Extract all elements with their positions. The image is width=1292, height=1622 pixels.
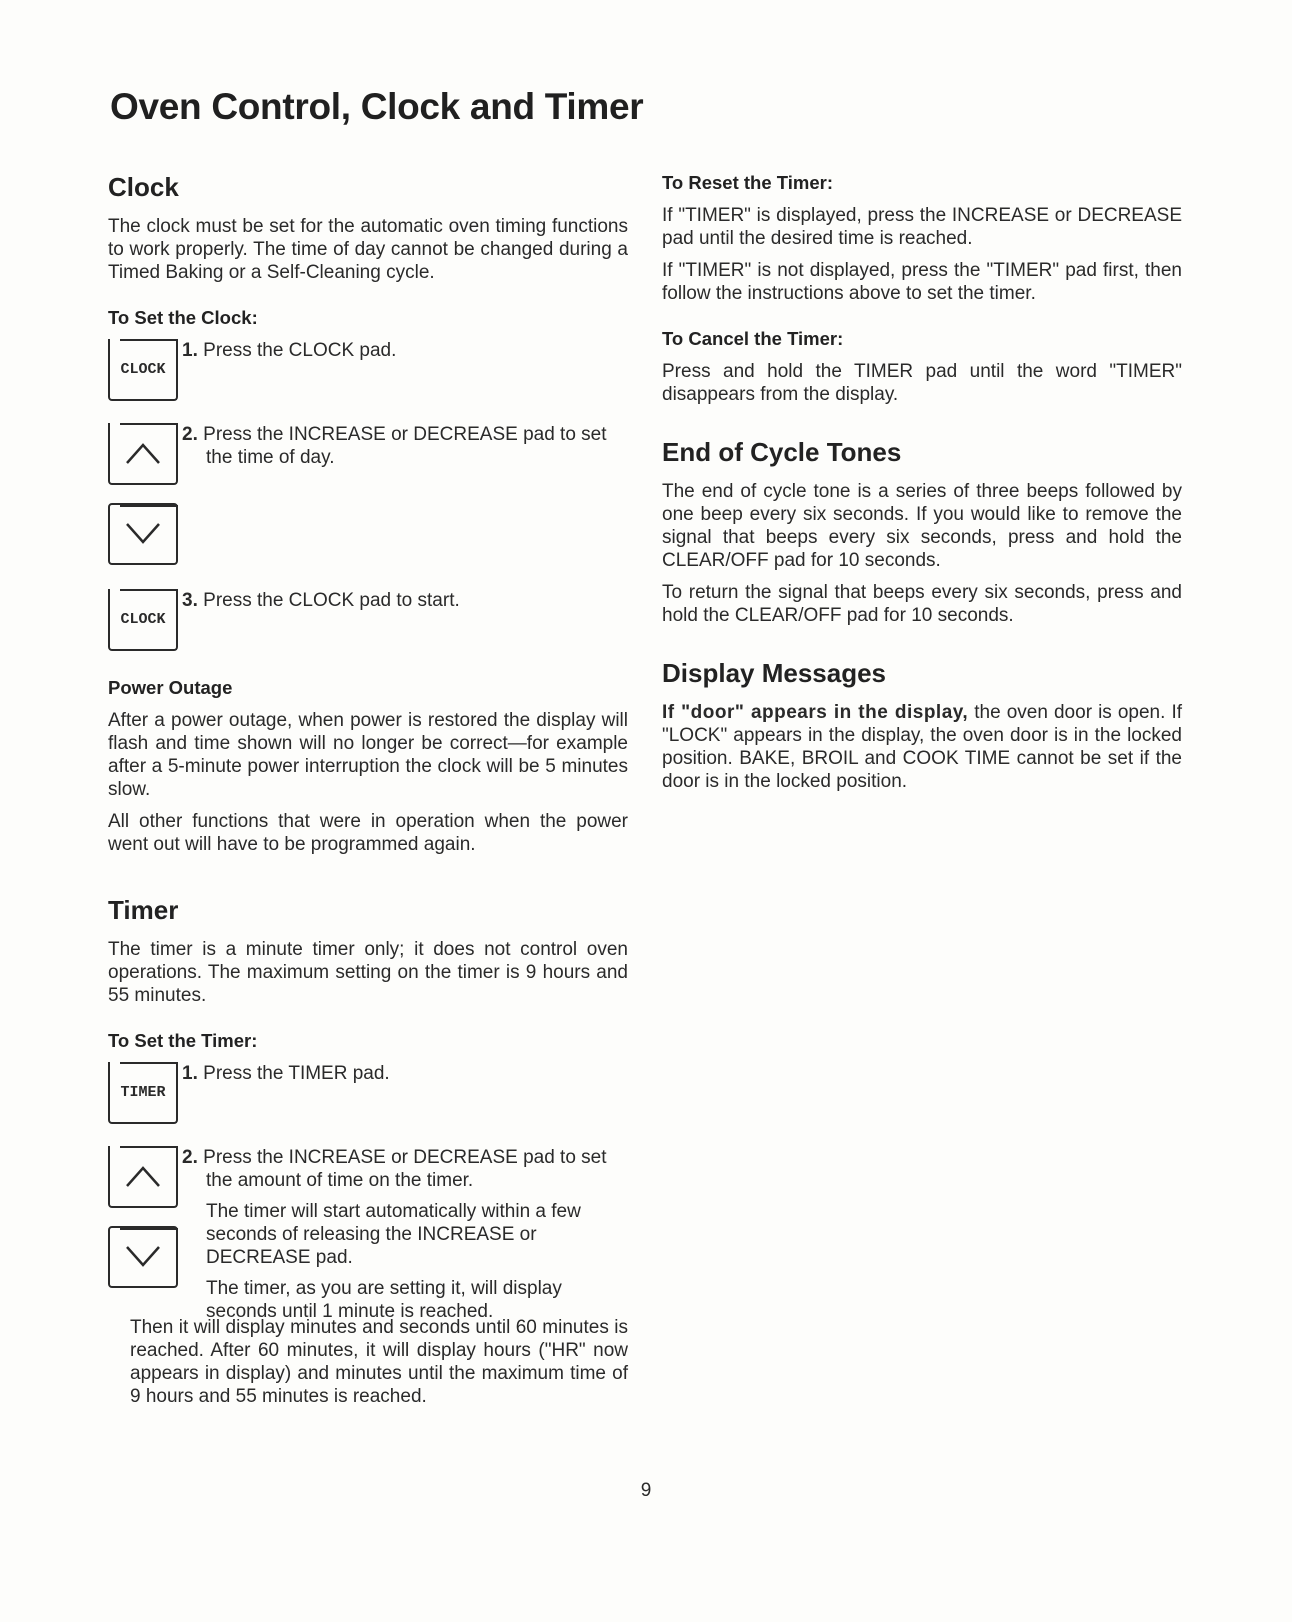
step-number: 1. <box>182 1063 198 1084</box>
clock-step-1-text: Press the CLOCK pad. <box>203 340 397 361</box>
timer-step-2-note-1: The timer will start automatically within a few seconds of releasing the INCREASE or DECREASE pad. <box>206 1201 581 1268</box>
timer-step-2-text: Press the INCREASE or DECREASE pad to set the amount of time on the timer. <box>203 1147 607 1191</box>
display-messages-lead: If "door" appears in the display, <box>662 702 969 723</box>
timer-closing: Then it will display minutes and seconds until 60 minutes is reached. After 60 minutes, it will display hours ("HR" now appears in display) and minutes until the maximum time of 9 hours and 55 minutes is reached. <box>130 1317 628 1407</box>
timer-pad-label: TIMER <box>120 1083 166 1101</box>
clock-heading: Clock <box>108 172 179 202</box>
page-title: Oven Control, Clock and Timer <box>110 86 644 127</box>
page-number: 9 <box>640 1480 652 1501</box>
reset-timer-heading: To Reset the Timer: <box>662 172 833 193</box>
timer-pad-icon <box>108 1062 178 1124</box>
display-messages-body: the oven door is open. If "LOCK" appears in the display, the oven door is in the locked position. BAKE, BROIL and COOK TIME cannot be set if the door is in the locked position. <box>662 702 1183 792</box>
reset-timer-p1: If "TIMER" is displayed, press the INCREASE or DECREASE pad until the desired time is reached. <box>662 205 1182 249</box>
display-messages-heading: Display Messages <box>662 658 887 688</box>
end-of-cycle-p2: To return the signal that beeps every six seconds, press and hold the CLEAR/OFF pad for 10 seconds. <box>662 582 1182 626</box>
step-number: 1. <box>182 340 198 361</box>
right-column <box>662 172 1182 802</box>
reset-timer-p2: If "TIMER" is not displayed, press the "TIMER" pad first, then follow the instructions above to set the timer. <box>662 260 1182 304</box>
clock-step-2-text: Press the INCREASE or DECREASE pad to set the time of day. <box>203 424 607 468</box>
increase-pad-icon <box>108 1146 178 1208</box>
clock-pad-icon <box>108 589 178 651</box>
timer-step-1 <box>108 1062 628 1136</box>
set-clock-heading: To Set the Clock: <box>108 307 258 328</box>
timer-intro: The timer is a minute timer only; it does not control oven operations. The maximum setting on the timer is 9 hours and 55 minutes. <box>108 939 628 1006</box>
power-outage-heading: Power Outage <box>108 677 233 698</box>
decrease-pad-icon <box>108 1226 178 1288</box>
clock-step-3 <box>108 589 628 663</box>
end-of-cycle-p1: The end of cycle tone is a series of three beeps followed by one beep every six seconds. If you would like to remove the signal that beeps every six seconds, press and hold the CLEAR/OFF pad for 10 seconds. <box>662 481 1182 571</box>
power-outage-p2: All other functions that were in operation when the power went out will have to be programmed again. <box>108 811 628 855</box>
clock-pad-label: CLOCK <box>120 360 166 378</box>
cancel-timer-heading: To Cancel the Timer: <box>662 328 844 349</box>
decrease-pad-icon <box>108 503 178 565</box>
clock-step-1 <box>108 339 628 413</box>
step-number: 2. <box>182 424 198 445</box>
end-of-cycle-heading: End of Cycle Tones <box>662 437 902 467</box>
power-outage-p1: After a power outage, when power is restored the display will flash and time shown will no longer be correct—for example after a 5-minute power interruption the clock will be 5 minutes slow. <box>108 710 628 800</box>
set-timer-heading: To Set the Timer: <box>108 1030 258 1051</box>
step-number: 3. <box>182 590 198 611</box>
clock-pad-label: CLOCK <box>120 610 166 628</box>
clock-step-2 <box>108 423 628 579</box>
left-column <box>108 172 628 1417</box>
cancel-timer-p1: Press and hold the TIMER pad until the word "TIMER" disappears from the display. <box>662 361 1182 405</box>
display-messages-p1 <box>662 701 1182 793</box>
clock-pad-icon <box>108 339 178 401</box>
step-number: 2. <box>182 1147 198 1168</box>
timer-heading: Timer <box>108 895 179 925</box>
clock-intro: The clock must be set for the automatic oven timing functions to work properly. The time of day cannot be changed during a Timed Baking or a Self-Cleaning cycle. <box>108 216 628 283</box>
clock-step-3-text: Press the CLOCK pad to start. <box>203 590 460 611</box>
timer-step-1-text: Press the TIMER pad. <box>203 1063 390 1084</box>
increase-pad-icon <box>108 423 178 485</box>
timer-step-2-note-2: The timer, as you are setting it, will display seconds until 1 minute is reached. <box>206 1278 562 1322</box>
timer-step-2 <box>108 1146 628 1322</box>
